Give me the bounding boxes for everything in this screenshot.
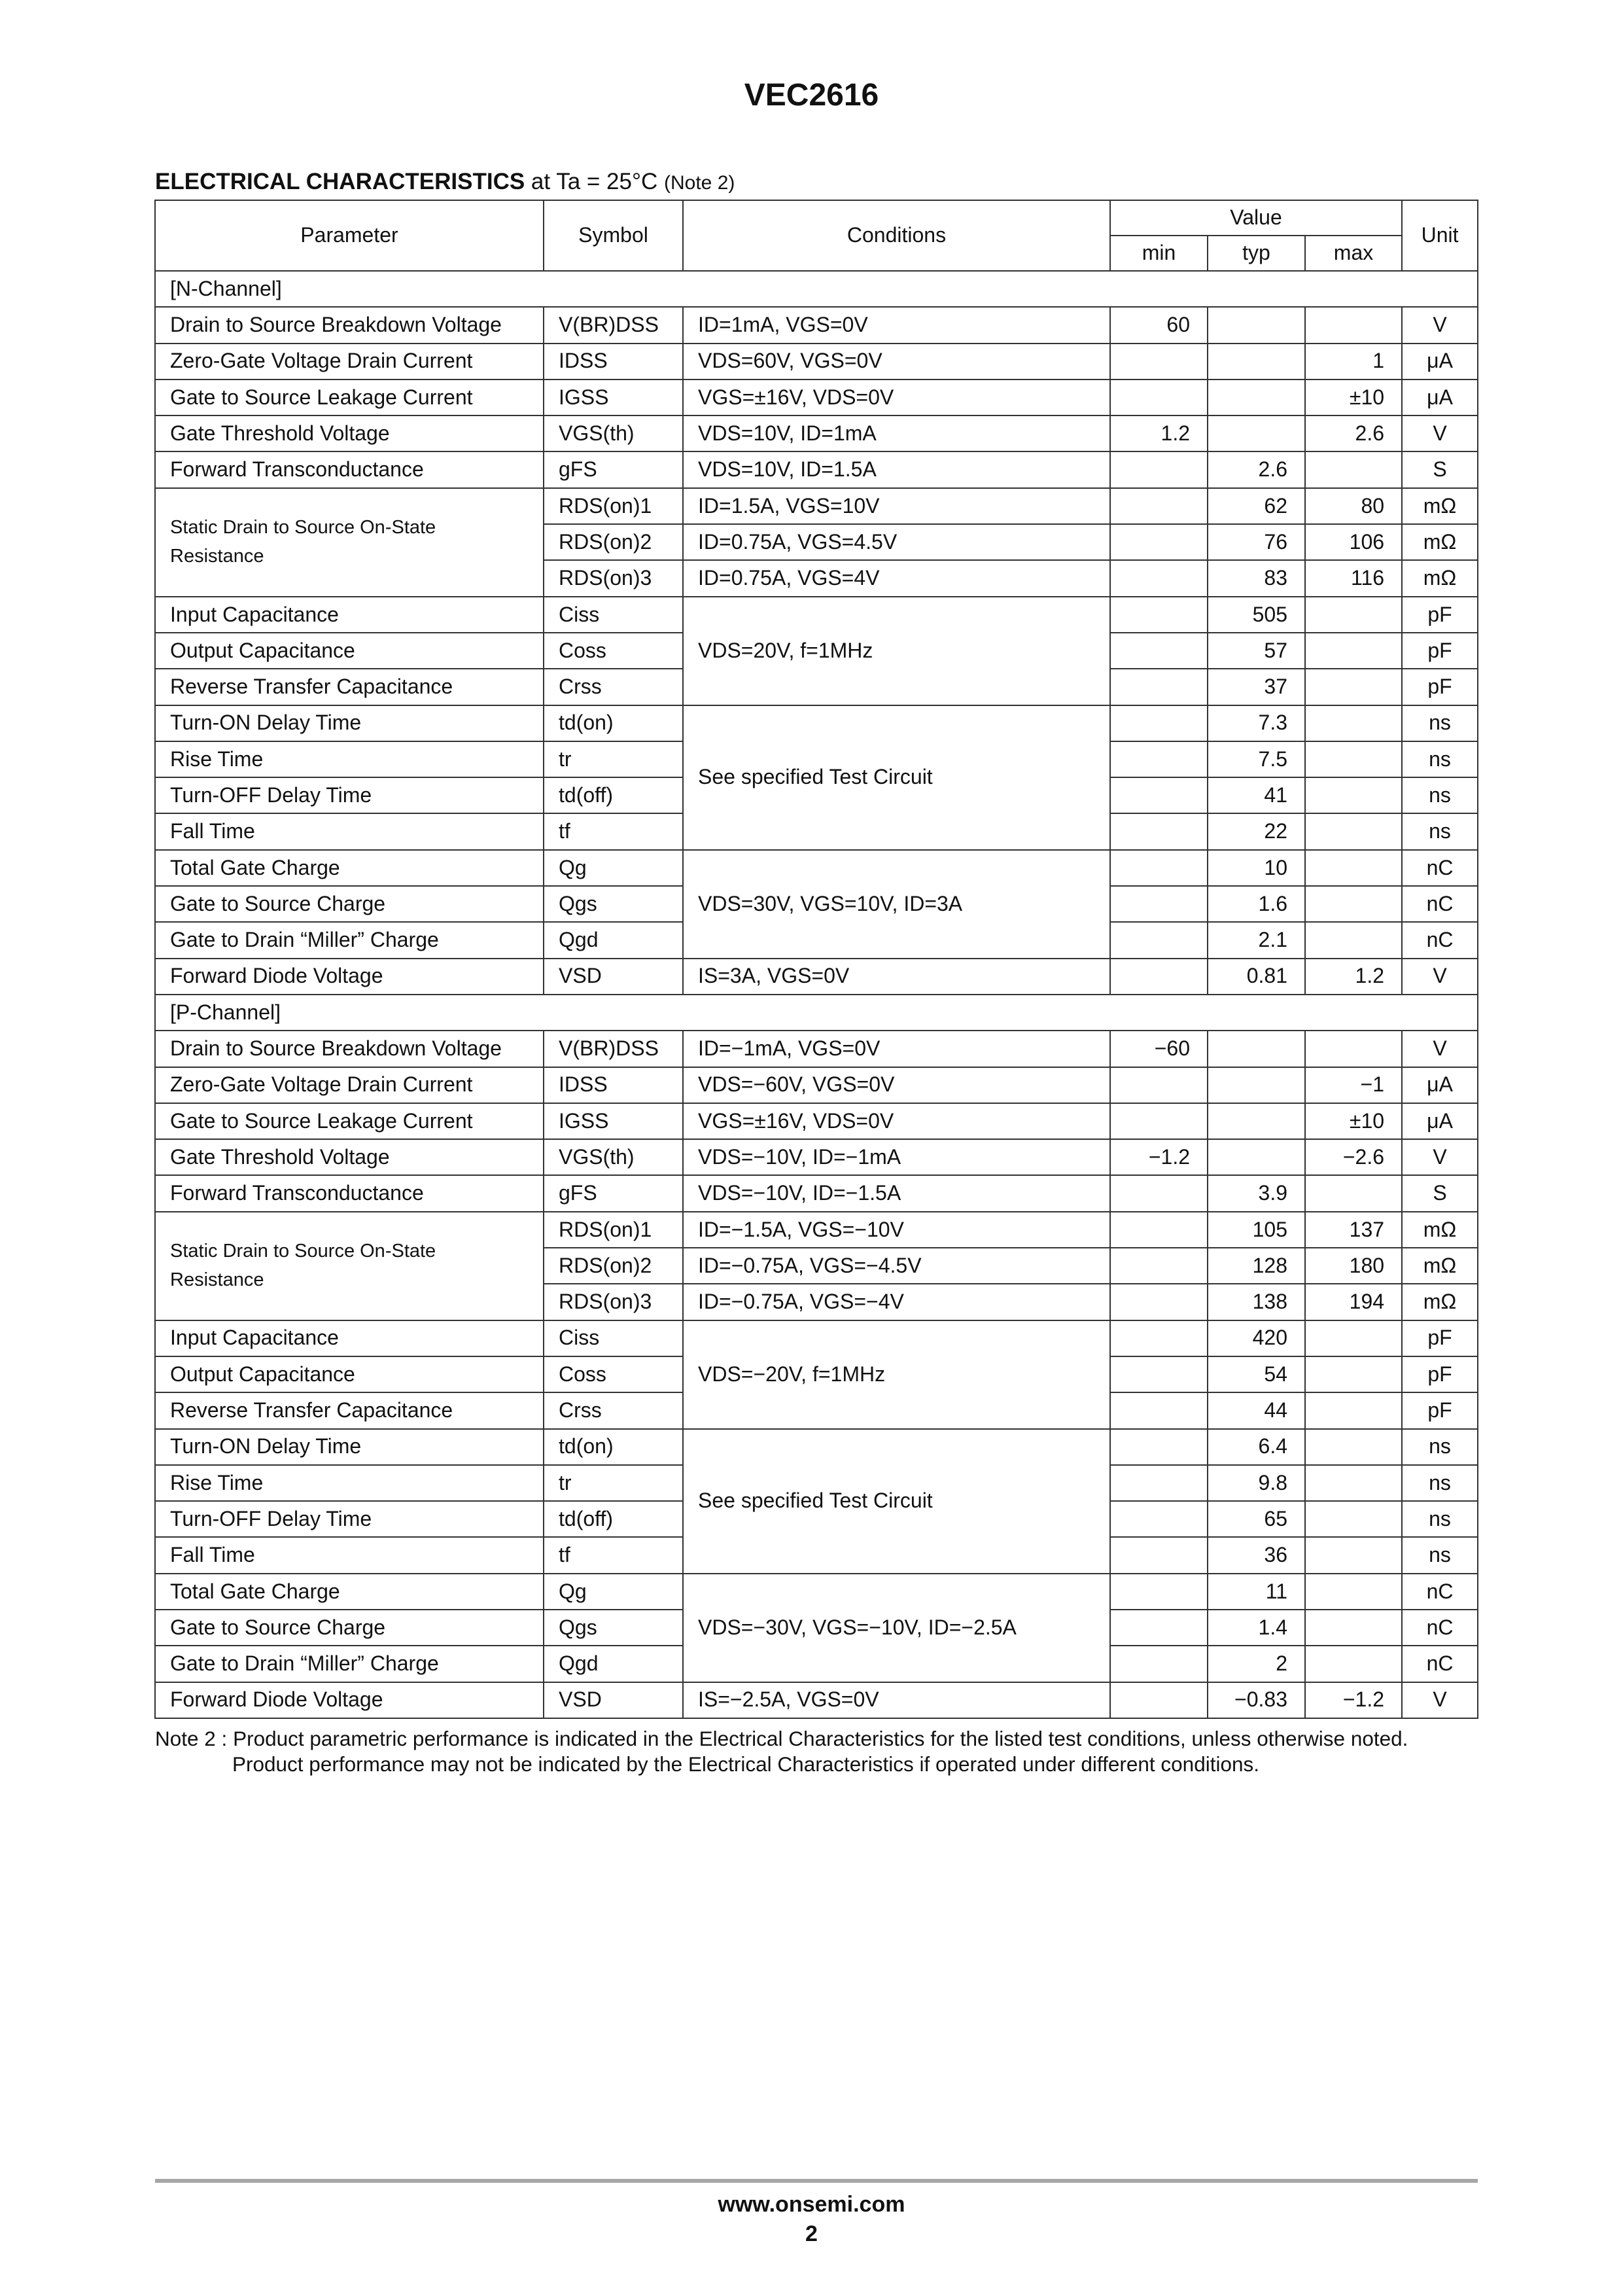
cell-symbol: td(on) [544, 1429, 683, 1465]
note-line-1: Note 2 : Product parametric performance is indicated in the Electrical Characteristics for the listed test conditions, unless otherwise noted. [155, 1727, 1408, 1750]
cell-max: ±10 [1305, 380, 1402, 415]
cell-parameter: Reverse Transfer Capacitance [155, 1392, 544, 1428]
cell-typ: 62 [1208, 488, 1305, 524]
cell-conditions: ID=1.5A, VGS=10V [683, 488, 1110, 524]
header-parameter: Parameter [155, 200, 544, 271]
cell-typ [1208, 1103, 1305, 1139]
section-title-bold: ELECTRICAL CHARACTERISTICS [155, 169, 525, 194]
cell-unit: ns [1402, 813, 1478, 849]
cell-conditions: IS=−2.5A, VGS=0V [683, 1682, 1110, 1718]
cell-conditions: VDS=−20V, f=1MHz [683, 1320, 1110, 1429]
table-body [155, 271, 1478, 1718]
cell-max: 194 [1305, 1284, 1402, 1320]
section-row [155, 271, 1478, 307]
cell-typ: 7.3 [1208, 705, 1305, 741]
cell-max [1305, 1175, 1402, 1211]
cell-typ: 36 [1208, 1537, 1305, 1573]
cell-unit: nC [1402, 886, 1478, 922]
cell-unit: V [1402, 1139, 1478, 1175]
cell-max [1305, 705, 1402, 741]
cell-parameter: Rise Time [155, 1465, 544, 1501]
cell-min: −60 [1110, 1031, 1208, 1067]
cell-unit: ns [1402, 1429, 1478, 1465]
cell-parameter: Gate to Source Charge [155, 886, 544, 922]
cell-parameter: Gate Threshold Voltage [155, 415, 544, 451]
cell-min [1110, 560, 1208, 596]
cell-max [1305, 307, 1402, 343]
cell-symbol: Qg [544, 1574, 683, 1610]
cell-symbol: RDS(on)2 [544, 524, 683, 560]
cell-min [1110, 1392, 1208, 1428]
cell-conditions: VDS=20V, f=1MHz [683, 597, 1110, 705]
section-title [155, 169, 735, 195]
cell-typ: 138 [1208, 1284, 1305, 1320]
cell-conditions: VDS=10V, ID=1mA [683, 415, 1110, 451]
cell-typ: 11 [1208, 1574, 1305, 1610]
cell-typ: 420 [1208, 1320, 1305, 1356]
cell-parameter: Forward Transconductance [155, 451, 544, 487]
cell-max [1305, 922, 1402, 958]
cell-min [1110, 741, 1208, 777]
cell-unit: pF [1402, 669, 1478, 705]
cell-typ: 44 [1208, 1392, 1305, 1428]
cell-symbol: RDS(on)1 [544, 1212, 683, 1248]
page-number: 2 [805, 2221, 818, 2246]
cell-unit: mΩ [1402, 1248, 1478, 1284]
header-typ: typ [1208, 236, 1305, 271]
cell-symbol: Qgs [544, 886, 683, 922]
cell-symbol: Coss [544, 633, 683, 669]
cell-typ [1208, 307, 1305, 343]
header-max: max [1305, 236, 1402, 271]
cell-parameter: Forward Diode Voltage [155, 959, 544, 995]
cell-min [1110, 850, 1208, 886]
cell-unit: pF [1402, 633, 1478, 669]
cell-unit: pF [1402, 1356, 1478, 1392]
cell-conditions: VGS=±16V, VDS=0V [683, 1103, 1110, 1139]
cell-symbol: gFS [544, 451, 683, 487]
cell-parameter: Gate to Source Leakage Current [155, 1103, 544, 1139]
cell-typ: 2 [1208, 1646, 1305, 1682]
cell-conditions: VDS=−10V, ID=−1mA [683, 1139, 1110, 1175]
table-row [155, 488, 1478, 524]
cell-parameter: Static Drain to Source On-State Resistance [155, 1212, 544, 1320]
cell-symbol: Qg [544, 850, 683, 886]
cell-typ: 57 [1208, 633, 1305, 669]
header-min: min [1110, 236, 1208, 271]
cell-max: 1.2 [1305, 959, 1402, 995]
table-row [155, 1682, 1478, 1718]
cell-typ: 83 [1208, 560, 1305, 596]
cell-symbol: td(off) [544, 1501, 683, 1537]
table-row [155, 1103, 1478, 1139]
cell-symbol: IGSS [544, 380, 683, 415]
cell-symbol: Coss [544, 1356, 683, 1392]
cell-parameter: Zero-Gate Voltage Drain Current [155, 344, 544, 380]
cell-typ: 0.81 [1208, 959, 1305, 995]
cell-typ [1208, 1067, 1305, 1103]
cell-parameter: Forward Transconductance [155, 1175, 544, 1211]
table-row [155, 1139, 1478, 1175]
cell-min: −1.2 [1110, 1139, 1208, 1175]
table-row [155, 1212, 1478, 1248]
cell-max: 137 [1305, 1212, 1402, 1248]
cell-min [1110, 1574, 1208, 1610]
cell-symbol: RDS(on)3 [544, 560, 683, 596]
cell-min [1110, 451, 1208, 487]
cell-unit: nC [1402, 1574, 1478, 1610]
cell-conditions: See specified Test Circuit [683, 705, 1110, 850]
cell-typ: 9.8 [1208, 1465, 1305, 1501]
cell-typ: 65 [1208, 1501, 1305, 1537]
cell-unit: S [1402, 451, 1478, 487]
cell-max: 2.6 [1305, 415, 1402, 451]
cell-max [1305, 1429, 1402, 1465]
cell-max [1305, 1610, 1402, 1646]
cell-typ: −0.83 [1208, 1682, 1305, 1718]
cell-unit: ns [1402, 1501, 1478, 1537]
cell-conditions: ID=0.75A, VGS=4V [683, 560, 1110, 596]
cell-symbol: RDS(on)3 [544, 1284, 683, 1320]
cell-typ: 2.6 [1208, 451, 1305, 487]
cell-min [1110, 1212, 1208, 1248]
cell-max: −1.2 [1305, 1682, 1402, 1718]
section-label: [N-Channel] [155, 271, 1478, 307]
cell-unit: V [1402, 415, 1478, 451]
cell-symbol: VGS(th) [544, 415, 683, 451]
cell-conditions: VDS=30V, VGS=10V, ID=3A [683, 850, 1110, 959]
cell-conditions: VDS=−30V, VGS=−10V, ID=−2.5A [683, 1574, 1110, 1682]
table-row [155, 850, 1478, 886]
cell-min [1110, 1429, 1208, 1465]
cell-conditions: VDS=−10V, ID=−1.5A [683, 1175, 1110, 1211]
table-row [155, 705, 1478, 741]
cell-parameter: Drain to Source Breakdown Voltage [155, 1031, 544, 1067]
cell-parameter: Input Capacitance [155, 597, 544, 633]
table-row [155, 1031, 1478, 1067]
cell-min [1110, 1103, 1208, 1139]
cell-typ: 105 [1208, 1212, 1305, 1248]
cell-max [1305, 1392, 1402, 1428]
cell-unit: mΩ [1402, 1212, 1478, 1248]
cell-typ: 1.4 [1208, 1610, 1305, 1646]
cell-conditions: ID=−1mA, VGS=0V [683, 1031, 1110, 1067]
table-row [155, 1175, 1478, 1211]
table-row [155, 1320, 1478, 1356]
cell-symbol: Ciss [544, 1320, 683, 1356]
header-symbol: Symbol [544, 200, 683, 271]
cell-max [1305, 850, 1402, 886]
cell-parameter: Total Gate Charge [155, 850, 544, 886]
cell-symbol: tf [544, 1537, 683, 1573]
cell-min [1110, 1248, 1208, 1284]
cell-typ [1208, 1031, 1305, 1067]
cell-max [1305, 597, 1402, 633]
cell-conditions: See specified Test Circuit [683, 1429, 1110, 1574]
cell-conditions: VDS=−60V, VGS=0V [683, 1067, 1110, 1103]
cell-unit: mΩ [1402, 524, 1478, 560]
cell-symbol: td(off) [544, 777, 683, 813]
cell-max [1305, 1537, 1402, 1573]
cell-symbol: tr [544, 741, 683, 777]
cell-max [1305, 1646, 1402, 1682]
cell-min [1110, 380, 1208, 415]
cell-unit: pF [1402, 597, 1478, 633]
cell-unit: ns [1402, 741, 1478, 777]
cell-unit: mΩ [1402, 488, 1478, 524]
cell-typ: 41 [1208, 777, 1305, 813]
cell-unit: μA [1402, 1103, 1478, 1139]
cell-unit: μA [1402, 1067, 1478, 1103]
cell-typ: 37 [1208, 669, 1305, 705]
cell-symbol: tf [544, 813, 683, 849]
cell-symbol: gFS [544, 1175, 683, 1211]
header-value: Value [1110, 200, 1402, 236]
document-title: VEC2616 [744, 78, 879, 113]
cell-min: 1.2 [1110, 415, 1208, 451]
cell-max [1305, 1356, 1402, 1392]
table-row [155, 1067, 1478, 1103]
cell-max: 180 [1305, 1248, 1402, 1284]
cell-conditions: ID=−0.75A, VGS=−4.5V [683, 1248, 1110, 1284]
cell-conditions: VGS=±16V, VDS=0V [683, 380, 1110, 415]
cell-symbol: V(BR)DSS [544, 307, 683, 343]
cell-unit: nC [1402, 1610, 1478, 1646]
cell-max: 80 [1305, 488, 1402, 524]
cell-parameter: Fall Time [155, 813, 544, 849]
cell-typ [1208, 380, 1305, 415]
cell-symbol: IGSS [544, 1103, 683, 1139]
cell-conditions: IS=3A, VGS=0V [683, 959, 1110, 995]
cell-min [1110, 1610, 1208, 1646]
cell-min [1110, 1175, 1208, 1211]
cell-unit: mΩ [1402, 560, 1478, 596]
cell-min [1110, 959, 1208, 995]
cell-typ: 128 [1208, 1248, 1305, 1284]
cell-conditions: VDS=10V, ID=1.5A [683, 451, 1110, 487]
cell-parameter: Forward Diode Voltage [155, 1682, 544, 1718]
cell-max [1305, 633, 1402, 669]
cell-max [1305, 741, 1402, 777]
cell-max [1305, 451, 1402, 487]
section-label: [P-Channel] [155, 995, 1478, 1031]
cell-unit: V [1402, 959, 1478, 995]
cell-unit: V [1402, 307, 1478, 343]
cell-min [1110, 1320, 1208, 1356]
cell-unit: pF [1402, 1320, 1478, 1356]
cell-max: −2.6 [1305, 1139, 1402, 1175]
cell-parameter: Rise Time [155, 741, 544, 777]
cell-max [1305, 886, 1402, 922]
cell-parameter: Turn-ON Delay Time [155, 705, 544, 741]
cell-typ: 7.5 [1208, 741, 1305, 777]
note-2 [155, 1726, 1490, 1777]
cell-min [1110, 813, 1208, 849]
cell-symbol: VSD [544, 959, 683, 995]
cell-min: 60 [1110, 307, 1208, 343]
cell-typ: 505 [1208, 597, 1305, 633]
cell-conditions: ID=1mA, VGS=0V [683, 307, 1110, 343]
cell-max [1305, 1574, 1402, 1610]
cell-min [1110, 1537, 1208, 1573]
cell-min [1110, 1501, 1208, 1537]
cell-max [1305, 813, 1402, 849]
cell-typ: 1.6 [1208, 886, 1305, 922]
cell-min [1110, 344, 1208, 380]
header-conditions: Conditions [683, 200, 1110, 271]
cell-parameter: Fall Time [155, 1537, 544, 1573]
cell-typ [1208, 344, 1305, 380]
section-title-condition: at Ta = 25°C [525, 169, 664, 194]
cell-symbol: tr [544, 1465, 683, 1501]
cell-min [1110, 1067, 1208, 1103]
cell-symbol: Qgd [544, 922, 683, 958]
cell-min [1110, 886, 1208, 922]
cell-typ: 22 [1208, 813, 1305, 849]
cell-symbol: IDSS [544, 1067, 683, 1103]
cell-symbol: Qgs [544, 1610, 683, 1646]
cell-parameter: Gate to Source Charge [155, 1610, 544, 1646]
cell-min [1110, 777, 1208, 813]
cell-typ: 76 [1208, 524, 1305, 560]
section-note-ref: (Note 2) [664, 172, 735, 194]
table-row [155, 415, 1478, 451]
cell-max [1305, 1320, 1402, 1356]
cell-min [1110, 705, 1208, 741]
cell-unit: μA [1402, 344, 1478, 380]
cell-unit: μA [1402, 380, 1478, 415]
cell-min [1110, 669, 1208, 705]
cell-max [1305, 1031, 1402, 1067]
table-row [155, 344, 1478, 380]
table-row [155, 451, 1478, 487]
cell-max [1305, 669, 1402, 705]
cell-max [1305, 1501, 1402, 1537]
cell-typ: 54 [1208, 1356, 1305, 1392]
cell-symbol: V(BR)DSS [544, 1031, 683, 1067]
cell-unit: ns [1402, 1537, 1478, 1573]
table-row [155, 959, 1478, 995]
cell-conditions: ID=−0.75A, VGS=−4V [683, 1284, 1110, 1320]
header-unit: Unit [1402, 200, 1478, 271]
cell-parameter: Gate to Source Leakage Current [155, 380, 544, 415]
cell-parameter: Gate Threshold Voltage [155, 1139, 544, 1175]
cell-parameter: Output Capacitance [155, 1356, 544, 1392]
cell-parameter: Output Capacitance [155, 633, 544, 669]
cell-parameter: Turn-OFF Delay Time [155, 777, 544, 813]
cell-parameter: Zero-Gate Voltage Drain Current [155, 1067, 544, 1103]
cell-min [1110, 1646, 1208, 1682]
cell-conditions: VDS=60V, VGS=0V [683, 344, 1110, 380]
cell-parameter: Turn-ON Delay Time [155, 1429, 544, 1465]
cell-typ: 3.9 [1208, 1175, 1305, 1211]
cell-unit: mΩ [1402, 1284, 1478, 1320]
cell-min [1110, 1465, 1208, 1501]
cell-parameter: Static Drain to Source On-State Resistance [155, 488, 544, 597]
cell-max: 1 [1305, 344, 1402, 380]
cell-unit: nC [1402, 850, 1478, 886]
cell-min [1110, 597, 1208, 633]
cell-min [1110, 488, 1208, 524]
cell-parameter: Gate to Drain “Miller” Charge [155, 1646, 544, 1682]
cell-unit: ns [1402, 1465, 1478, 1501]
cell-min [1110, 922, 1208, 958]
cell-symbol: td(on) [544, 705, 683, 741]
cell-unit: pF [1402, 1392, 1478, 1428]
cell-symbol: RDS(on)1 [544, 488, 683, 524]
cell-max [1305, 1465, 1402, 1501]
footer-url: www.onsemi.com [718, 2192, 905, 2217]
cell-symbol: Crss [544, 669, 683, 705]
cell-typ: 10 [1208, 850, 1305, 886]
cell-symbol: Crss [544, 1392, 683, 1428]
note-line-2: Product performance may not be indicated by the Electrical Characteristics if operated under different conditions. [232, 1752, 1260, 1776]
cell-max: 106 [1305, 524, 1402, 560]
cell-unit: V [1402, 1682, 1478, 1718]
cell-min [1110, 1682, 1208, 1718]
cell-unit: nC [1402, 922, 1478, 958]
cell-unit: ns [1402, 705, 1478, 741]
cell-max: ±10 [1305, 1103, 1402, 1139]
cell-symbol: IDSS [544, 344, 683, 380]
cell-min [1110, 524, 1208, 560]
cell-unit: nC [1402, 1646, 1478, 1682]
cell-parameter: Reverse Transfer Capacitance [155, 669, 544, 705]
cell-parameter: Drain to Source Breakdown Voltage [155, 307, 544, 343]
cell-unit: V [1402, 1031, 1478, 1067]
cell-symbol: RDS(on)2 [544, 1248, 683, 1284]
cell-typ: 6.4 [1208, 1429, 1305, 1465]
cell-symbol: Ciss [544, 597, 683, 633]
cell-typ [1208, 415, 1305, 451]
section-row [155, 995, 1478, 1031]
table-row [155, 307, 1478, 343]
cell-parameter: Total Gate Charge [155, 1574, 544, 1610]
cell-max: −1 [1305, 1067, 1402, 1103]
cell-conditions: ID=−1.5A, VGS=−10V [683, 1212, 1110, 1248]
footer-divider [155, 2179, 1478, 2183]
cell-symbol: VSD [544, 1682, 683, 1718]
cell-min [1110, 1284, 1208, 1320]
cell-typ [1208, 1139, 1305, 1175]
cell-max: 116 [1305, 560, 1402, 596]
cell-symbol: Qgd [544, 1646, 683, 1682]
cell-unit: ns [1402, 777, 1478, 813]
cell-min [1110, 1356, 1208, 1392]
cell-min [1110, 633, 1208, 669]
table-row [155, 597, 1478, 633]
table-header-row [155, 200, 1478, 236]
cell-max [1305, 777, 1402, 813]
table-row [155, 1429, 1478, 1465]
cell-parameter: Gate to Drain “Miller” Charge [155, 922, 544, 958]
cell-typ: 2.1 [1208, 922, 1305, 958]
cell-unit: S [1402, 1175, 1478, 1211]
electrical-characteristics-table [154, 200, 1478, 1719]
table-row [155, 1574, 1478, 1610]
cell-parameter: Turn-OFF Delay Time [155, 1501, 544, 1537]
table-row [155, 380, 1478, 415]
cell-symbol: VGS(th) [544, 1139, 683, 1175]
cell-conditions: ID=0.75A, VGS=4.5V [683, 524, 1110, 560]
cell-parameter: Input Capacitance [155, 1320, 544, 1356]
